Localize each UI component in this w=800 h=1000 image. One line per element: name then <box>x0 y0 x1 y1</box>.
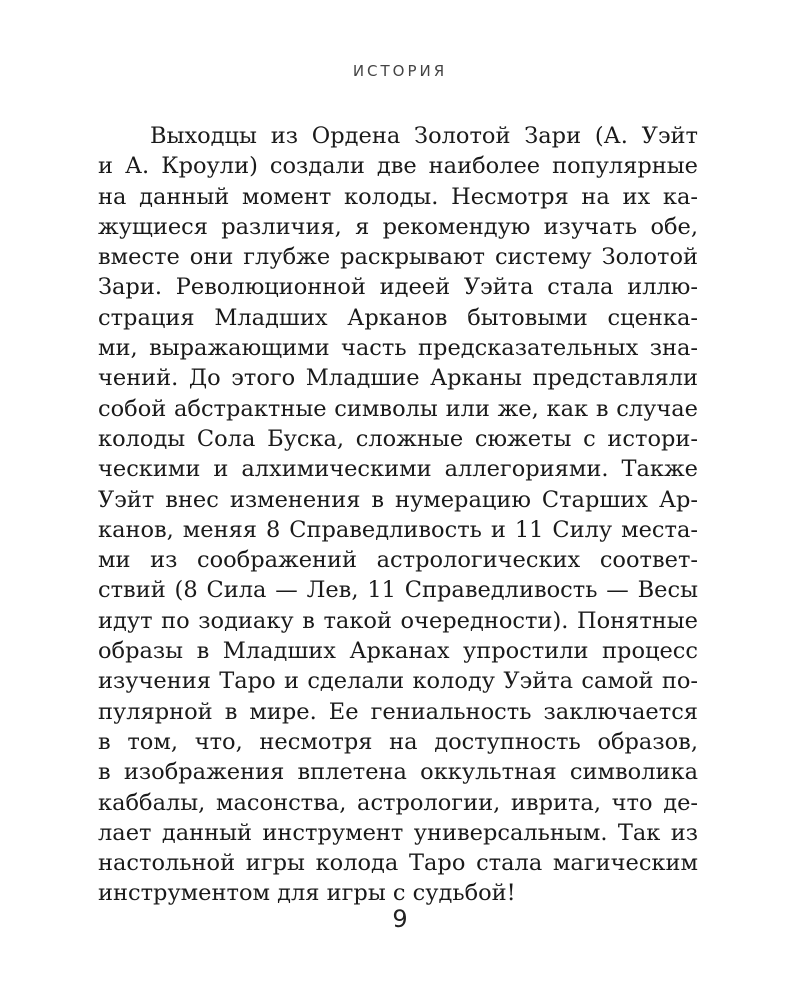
text-line: изучения Таро и сделали колоду Уэйта самой по- <box>98 668 698 695</box>
text-line: ческими и алхимическими аллегориями. Также <box>98 456 698 483</box>
text-line: в том, что, несмотря на доступность образов, <box>98 728 698 755</box>
text-line: настольной игры колода Таро стала магическим <box>98 850 698 877</box>
body-paragraph <box>98 121 698 909</box>
text-line: на данный момент колоды. Несмотря на их ка- <box>98 183 698 210</box>
text-line: Зари. Революционной идеей Уэйта стала иллю- <box>98 274 698 301</box>
text-line: ми из соображений астрологических соответ- <box>98 547 698 574</box>
text-line: жущиеся различия, я рекомендую изучать обе, <box>98 213 698 240</box>
text-line: Выходцы из Ордена Золотой Зари (А. Уэйт <box>150 123 698 149</box>
text-line: ми, выражающими часть предсказательных зна- <box>98 335 698 362</box>
text-line: канов, меняя 8 Справедливость и 11 Силу места- <box>98 516 698 543</box>
page-number: 9 <box>392 905 408 933</box>
text-line: образы в Младших Арканах упростили процесс <box>98 638 698 665</box>
text-line: собой абстрактные символы или же, как в случае <box>98 395 698 422</box>
text-line: инструментом для игры с судьбой! <box>98 880 516 907</box>
text-line: колоды Сола Буска, сложные сюжеты с истори- <box>98 425 698 452</box>
text-line: ствий (8 Сила — Лев, 11 Справедливость — Весы <box>98 577 698 604</box>
text-line: страция Младших Арканов бытовыми сценка- <box>98 304 698 331</box>
text-line: лает данный инструмент универсальным. Так из <box>98 819 698 846</box>
text-line: в изображения вплетена оккультная символика <box>98 759 698 786</box>
running-header: ИСТОРИЯ <box>352 62 448 80</box>
text-line: пулярной в мире. Ее гениальность заключается <box>98 698 698 725</box>
text-line: вместе они глубже раскрывают систему Золотой <box>98 244 698 271</box>
text-line: Уэйт внес изменения в нумерацию Старших Ар- <box>98 486 698 513</box>
text-line: и А. Кроули) создали две наиболее популярные <box>98 153 698 180</box>
text-line: идут по зодиаку в такой очередности). Понятные <box>98 607 698 634</box>
text-line: чений. До этого Младшие Арканы представляли <box>98 365 698 392</box>
text-line: каббалы, масонства, астрологии, иврита, что де- <box>98 789 698 816</box>
